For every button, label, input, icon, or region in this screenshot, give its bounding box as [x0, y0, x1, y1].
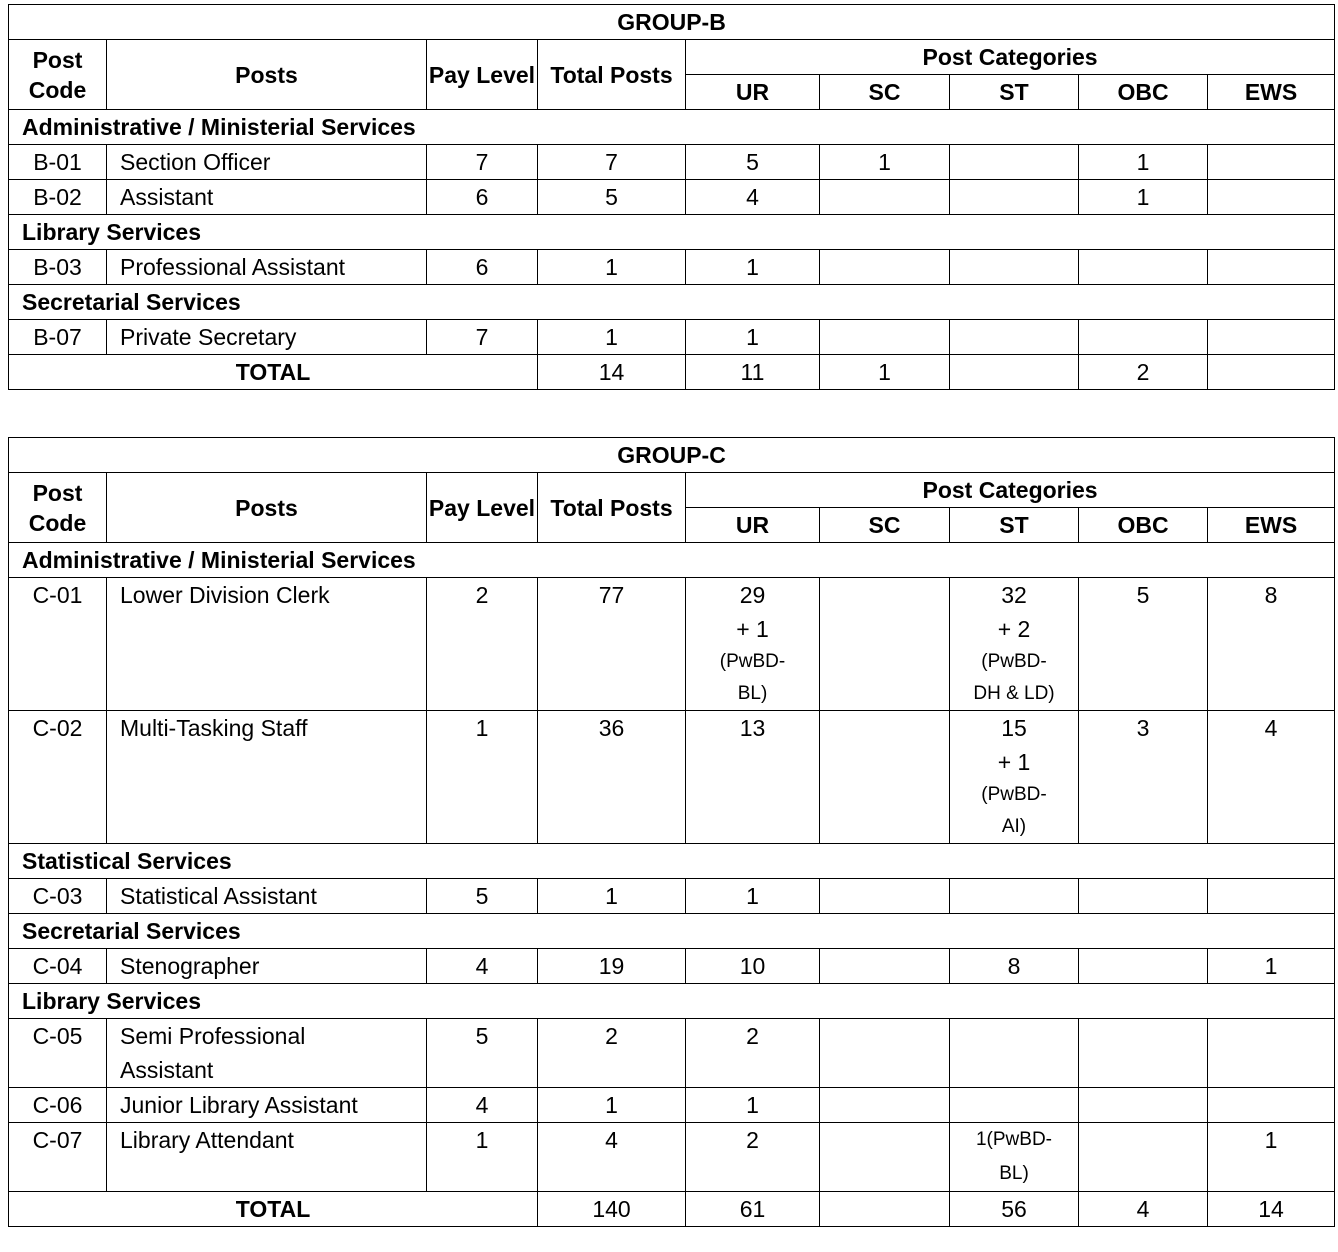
total-posts: 1	[538, 250, 686, 285]
section-heading: Secretarial Services	[9, 285, 1335, 320]
post-name: Lower Division Clerk	[107, 578, 427, 711]
obc-count	[1079, 320, 1208, 355]
table-row	[9, 1019, 1335, 1088]
post-name: Junior Library Assistant	[107, 1088, 427, 1123]
ews-count	[1208, 879, 1335, 914]
sc-total: 1	[820, 355, 950, 390]
ews-count: 1	[1208, 949, 1335, 984]
total-posts: 140	[538, 1192, 686, 1227]
pay-level: 6	[427, 180, 538, 215]
header-post-code: Post Code	[9, 473, 107, 543]
sc-total	[820, 1192, 950, 1227]
section-heading: Statistical Services	[9, 844, 1335, 879]
st-total	[950, 355, 1079, 390]
pay-level: 7	[427, 145, 538, 180]
total-posts: 1	[538, 1088, 686, 1123]
post-name: Section Officer	[107, 145, 427, 180]
post-code: B-02	[9, 180, 107, 215]
table-row	[9, 320, 1335, 355]
table-row	[9, 879, 1335, 914]
header-posts: Posts	[107, 40, 427, 110]
st-count	[950, 879, 1079, 914]
obc-total: 2	[1079, 355, 1208, 390]
ur-count: 1	[686, 320, 820, 355]
ews-count: 8	[1208, 578, 1335, 711]
st-count	[950, 711, 1079, 844]
total-row	[9, 355, 1335, 390]
post-code: B-03	[9, 250, 107, 285]
pay-level: 7	[427, 320, 538, 355]
group-title: GROUP-B	[9, 5, 1335, 40]
st-total: 56	[950, 1192, 1079, 1227]
pay-level: 1	[427, 1123, 538, 1192]
st-value: 15	[1001, 715, 1027, 741]
header-post-categories: Post Categories	[686, 473, 1335, 508]
post-code: B-07	[9, 320, 107, 355]
st-count	[950, 1019, 1079, 1088]
ews-count	[1208, 250, 1335, 285]
ur-note: BL)	[737, 683, 768, 704]
section-heading: Library Services	[9, 215, 1335, 250]
sc-count	[820, 180, 950, 215]
table-row	[9, 180, 1335, 215]
obc-count: 1	[1079, 145, 1208, 180]
table-row	[9, 578, 1335, 711]
st-note: DH & LD)	[973, 683, 1055, 704]
header-total-posts: Total Posts	[538, 40, 686, 110]
post-code: C-03	[9, 879, 107, 914]
post-name: Professional Assistant	[107, 250, 427, 285]
st-extra: + 1	[997, 749, 1031, 775]
ur-count	[686, 578, 820, 711]
ews-count	[1208, 180, 1335, 215]
ur-count: 13	[686, 711, 820, 844]
sc-count	[820, 879, 950, 914]
obc-count	[1079, 250, 1208, 285]
ur-count: 2	[686, 1019, 820, 1088]
post-name: Stenographer	[107, 949, 427, 984]
obc-count: 3	[1079, 711, 1208, 844]
sc-count	[820, 578, 950, 711]
sc-count	[820, 711, 950, 844]
st-note: AI)	[1001, 816, 1027, 837]
sc-count	[820, 320, 950, 355]
pay-level: 4	[427, 1088, 538, 1123]
header-total-posts: Total Posts	[538, 473, 686, 543]
st-value: 32	[1001, 582, 1027, 608]
pay-level: 6	[427, 250, 538, 285]
total-posts: 2	[538, 1019, 686, 1088]
post-code: B-01	[9, 145, 107, 180]
sc-count: 1	[820, 145, 950, 180]
total-label: TOTAL	[9, 1192, 538, 1227]
pay-level: 2	[427, 578, 538, 711]
st-count	[950, 1088, 1079, 1123]
total-label: TOTAL	[9, 355, 538, 390]
ur-total: 61	[686, 1192, 820, 1227]
ur-count: 10	[686, 949, 820, 984]
header-st: ST	[950, 508, 1079, 543]
obc-count	[1079, 1088, 1208, 1123]
header-ews: EWS	[1208, 75, 1335, 110]
ews-count	[1208, 1019, 1335, 1088]
pay-level: 1	[427, 711, 538, 844]
st-count: 8	[950, 949, 1079, 984]
post-name: Multi-Tasking Staff	[107, 711, 427, 844]
ur-note: (PwBD-	[719, 651, 786, 672]
post-code: C-07	[9, 1123, 107, 1192]
group-title: GROUP-C	[9, 438, 1335, 473]
st-note: BL)	[999, 1163, 1029, 1184]
obc-count	[1079, 879, 1208, 914]
post-code: C-02	[9, 711, 107, 844]
ur-extra: + 1	[736, 616, 769, 642]
obc-count	[1079, 1019, 1208, 1088]
total-posts: 1	[538, 879, 686, 914]
pay-level: 5	[427, 879, 538, 914]
st-count	[950, 180, 1079, 215]
total-row	[9, 1192, 1335, 1227]
table-row	[9, 949, 1335, 984]
total-posts: 19	[538, 949, 686, 984]
st-count	[950, 145, 1079, 180]
table-row	[9, 711, 1335, 844]
sc-count	[820, 250, 950, 285]
total-posts: 1	[538, 320, 686, 355]
group-b-table	[8, 4, 1335, 390]
total-posts: 7	[538, 145, 686, 180]
total-posts: 5	[538, 180, 686, 215]
st-count	[950, 250, 1079, 285]
obc-count	[1079, 1123, 1208, 1192]
post-code: C-06	[9, 1088, 107, 1123]
st-value: 1(PwBD-	[975, 1129, 1052, 1150]
post-name: Private Secretary	[107, 320, 427, 355]
ur-value: 29	[739, 582, 766, 608]
header-ews: EWS	[1208, 508, 1335, 543]
st-count	[950, 1123, 1079, 1192]
header-st: ST	[950, 75, 1079, 110]
group-c-table	[8, 437, 1335, 1227]
st-count	[950, 578, 1079, 711]
st-note: (PwBD-	[981, 651, 1047, 672]
total-posts: 14	[538, 355, 686, 390]
post-code: C-05	[9, 1019, 107, 1088]
obc-total: 4	[1079, 1192, 1208, 1227]
sc-count	[820, 1123, 950, 1192]
header-ur: UR	[686, 75, 820, 110]
post-name: Statistical Assistant	[107, 879, 427, 914]
ews-count	[1208, 145, 1335, 180]
obc-count: 1	[1079, 180, 1208, 215]
ur-count: 1	[686, 1088, 820, 1123]
pay-level: 4	[427, 949, 538, 984]
ur-count: 1	[686, 250, 820, 285]
ur-count: 5	[686, 145, 820, 180]
st-count	[950, 320, 1079, 355]
ur-count: 4	[686, 180, 820, 215]
sc-count	[820, 949, 950, 984]
section-heading: Secretarial Services	[9, 914, 1335, 949]
header-posts: Posts	[107, 473, 427, 543]
ews-count: 4	[1208, 711, 1335, 844]
total-posts: 77	[538, 578, 686, 711]
header-sc: SC	[820, 508, 950, 543]
section-heading: Administrative / Ministerial Services	[9, 543, 1335, 578]
table-row	[9, 1088, 1335, 1123]
ur-total: 11	[686, 355, 820, 390]
post-name-line: Semi Professional	[120, 1023, 306, 1049]
post-name	[107, 1019, 427, 1088]
ews-count	[1208, 1088, 1335, 1123]
table-row	[9, 1123, 1335, 1192]
ews-total: 14	[1208, 1192, 1335, 1227]
header-obc: OBC	[1079, 508, 1208, 543]
section-heading: Library Services	[9, 984, 1335, 1019]
post-code: C-04	[9, 949, 107, 984]
header-sc: SC	[820, 75, 950, 110]
header-pay-level: Pay Level	[427, 473, 538, 543]
total-posts: 4	[538, 1123, 686, 1192]
pay-level: 5	[427, 1019, 538, 1088]
table-row	[9, 250, 1335, 285]
obc-count	[1079, 949, 1208, 984]
post-code: C-01	[9, 578, 107, 711]
ews-count: 1	[1208, 1123, 1335, 1192]
st-note: (PwBD-	[981, 784, 1047, 805]
ews-total	[1208, 355, 1335, 390]
header-ur: UR	[686, 508, 820, 543]
total-posts: 36	[538, 711, 686, 844]
obc-count: 5	[1079, 578, 1208, 711]
st-extra: + 2	[997, 616, 1031, 642]
ews-count	[1208, 320, 1335, 355]
header-pay-level: Pay Level	[427, 40, 538, 110]
ur-count: 1	[686, 879, 820, 914]
sc-count	[820, 1088, 950, 1123]
header-post-code: Post Code	[9, 40, 107, 110]
section-heading: Administrative / Ministerial Services	[9, 110, 1335, 145]
post-name: Library Attendant	[107, 1123, 427, 1192]
header-obc: OBC	[1079, 75, 1208, 110]
header-post-categories: Post Categories	[686, 40, 1335, 75]
sc-count	[820, 1019, 950, 1088]
ur-count: 2	[686, 1123, 820, 1192]
post-name: Assistant	[107, 180, 427, 215]
table-row	[9, 145, 1335, 180]
post-name-line: Assistant	[120, 1057, 214, 1083]
